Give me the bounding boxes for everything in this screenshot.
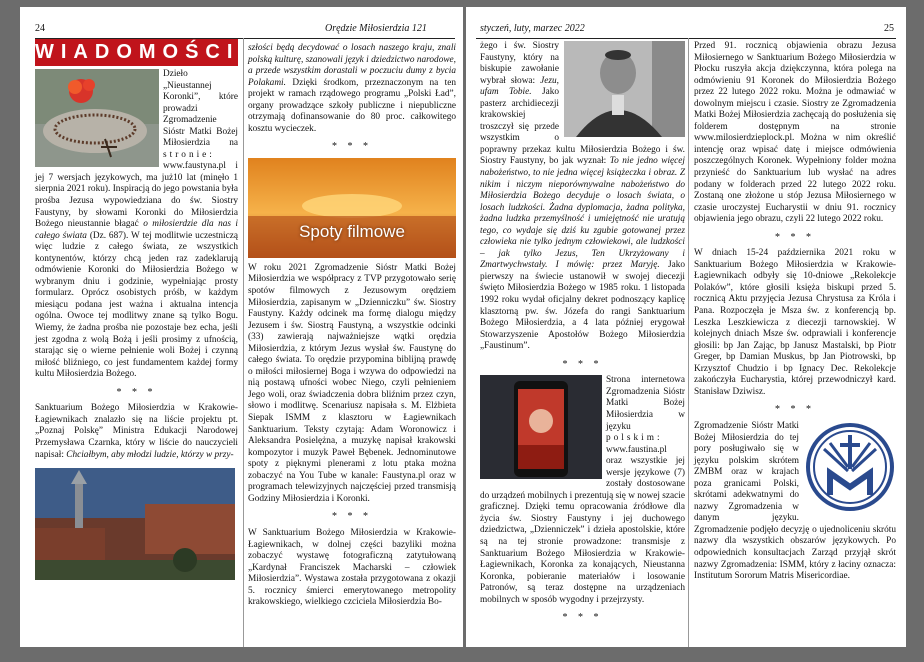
- cardinal-photo: [564, 41, 685, 137]
- section-separator: * * *: [562, 358, 603, 370]
- page-number: 24: [35, 23, 45, 34]
- right-page: [466, 7, 906, 647]
- section-separator: * * *: [562, 612, 603, 624]
- right-column-2: Przed 91. rocznicą objawienia obrazu Jezusa Miłosiernego w Sanktuarium Bożego Miłosierdzia w Płocku ruszyła akcja dziękczynna, która polega na odmówieniu 91 Koronek do Miłosierdzia Bożego przez 22 lutego 2022 roku. Można je odmawiać w dowolnym miejscu i czasie. Siostry ze Zgromadzenia Matki Bożej Miłosierdzia zachęcają do posłużenia się folderem dostępnym na stronie www.milosierdzieplock.pl. Można w nim określić intencję oraz wpisać datę i miejsce odmówienia poszczególnych Koronek. Wypełniony folder można przynieść do Sanktuarium lub wysłać na adres podany w folderach przed 22 lutego 2022 roku. Zostaną one złożone u stóp Jezusa Miłosiernego w czasie uroczystej Eucharystii w dniu 91. rocznicy objawienia jego obrazu, czyli 22 lutego 2022 roku. * * * W dniach 15-24 października 2021 roku w Sanktuarium Bożego Miłosierdzia w Krakowie-Łagiewnikach odbyły się 10-dniowe „Rekolekcje Polaków”, które głosili księża biskupi przed 5. rocznicą Aktu przyjęcia Jezusa Chrystusa za Króla i Pana. Rozpoczęła je Msza św. z konferencją bp. Leszka Leszkiewicza z diecezji tarnowskiej. W kolejnych dniach Msze św. odprawiali i konferencje głosili: bp Jan Zając, bp Janusz Mastalski, bp Piotr Greger, bp Damian Muskus, bp Jan Piotrowski, bp Krzysztof Chudzio i bp Ignacy Dec. Rekolekcje zakończyła Eucharystia, której przewodniczył kard. Stanisław Dziwisz. * * * Zgromadzenie Sióstr Matki Bożej Miłosierdzia do tej pory posługiwało się w języku polskim skrótem ZMBM oraz w krajach poza granicami Polski, skrótami adekwatnymi do nazwy Zgromadzenia w danym języku. Zgromadzenie podjęło decyzję o ujednoliceniu skrótu nazwy dla wszystkich obszarów językowych. Po odpowiednich konsultacjach Zarząd przyjął skrót nazwy Zgromadzenia: ISMM, który z łaciny oznacza: Institutum Sororum Matris Misericordiae.: [694, 41, 896, 582]
- left-page: [20, 7, 463, 647]
- rosary-photo: [35, 69, 159, 167]
- page-number: 25: [884, 23, 894, 34]
- section-separator: * * *: [775, 231, 815, 243]
- header-rule: [476, 38, 896, 39]
- left-column-1: Dzieło „Nieustannej Koronki”, które prowadzi Zgromadzenie Sióstr Matki Bożej Miłosierdzia na stronie: www.faustyna.pl i jej 7 wersjach językowych, ma już10 lat (minęło 1 sierpnia 2021 roku). Inspiracją do jego powstania była prośba Jezusa wypowiedziana do św. Siostry Faustyny, by słowami Koronki do Miłosierdzia Bożego nieustannie błagać o miłosierdzie dla nas i całego świata (Dz. 687). W tej modlitwie uczestniczą więc ludzie z całego świata, ze wszystkich kontynentów, którzy chcą jeden raz zadeklarują odmówienie Koronki do Miłosierdzia Bożego w wybranym dniu i godzinie, wypełniając prosty formularz. Oprócz osobistych próśb, w każdym miesiącu podana jest ważna i aktualna intencja ogólna. Owoce tej modlitwy znane są tylko Bogu. Wiemy, że żadna prośba nie pozostaje bez echa, jeśli jest zgodna z wolą Bożą i jeśli prosimy z ufnością, starając się o wierne pełnienie woli Bożej i czynną miłość bliźniego, co jest fundamentem każdej formy kultu Miłosierdzia Bożego. * * * Sanktuarium Bożego Miłosierdzia w Krakowie-Łagiewnikach znalazło się na liście projektu pt. „Poznaj Polskę” Ministra Edukacji Narodowej Przemysława Czarnka, który w liście do nauczycieli napisał: Chciałbym, aby młodzi ludzie, którzy w przy-: [35, 69, 238, 629]
- right-column-1: żego i św. Siostry Faustyny, który na biskupie zawołanie wybrał słowa: Jezu, ufam Tobie. Jako pasterz archidiecezji krakowskiej troszczył się przede wszystkim o poprawny przekaz kultu Miłosierdzia Bożego i św. Siostry Faustyny, bo jak wyznał: To nie jedno więcej nabożeństwo, to nie jedna więcej książeczka i obraz. Z nikim i niczym nieporównywalne nabożeństwo do Miłosierdzia Bożego decyduje o losach świata, o losach ludzkości. Żadna dyplomacja, żadna polityka, żadna ludzka przemyślność i umiejętność nie uratują tego, co wydaje się dziś ku zgubie gotowanej przez człowieka nie tylko jednym człowiekowi, ale ludzkości – jak tylko Jezus, Ten Ukrzyżowany i Zmartwychwstały. I mówię: przez Maryję. Jako pierwszy na świecie ustanowił w swojej diecezji święto Miłosierdzia Bożego w 1985 roku. 1 listopada 1992 roku wydał oficjalny dekret podnoszący kaplicę klasztorną pw. św. Józefa do rangi Sanktuarium Bożego Miłosierdzia, a 4 lata później erygował Stowarzyszenie Apostołów Bożego Miłosierdzia „Faustinum”. * * * Strona internetowa Zgromadzenia Sióstr Matki Bożej Miłosierdzia w języku polskim: www.faustina.pl oraz wszystkie jej wersje językowe (7) zostały dostosowane do urządzeń mobilnych i prezentują się w nowej szacie graficznej. Dzięki temu opracowania źródłowe dla życia św. Siostry Faustyny i jej duchowego dziedzictwa, „Dzienniczek” i dzieła apostolskie, które są na tej stronie prowadzone: transmisje z Sanktuarium Bożego Miłosierdzia w Krakowie-Łagiewnikach, Koronka za konających, Nieustanna Koronka, pobieranie materiałów i losowanie Patronów, są teraz dostępne na urządzeniach mobilnych w sposób wygodny i przejrzysty. * * *: [480, 41, 686, 624]
- left-column-2: szłości będą decydować o losach naszego kraju, znali polską kulturę, szanowali język i dziedzictwo narodowe, a przede wszystkim dorastali w poczuciu dumy z bycia Polakami. Dzięki środkom, przeznaczonym na ten projekt w ramach rządowego programu „Polski Ład”, organy prowadzące szkoły publiczne i niepubliczne otrzymają dofinansowanie do 80 proc. całkowitego kosztu wycieczek. * * * Spoty filmowe W roku 2021 Zgromadzenie Sióstr Matki Bożej Miłosierdzia we współpracy z TVP przygotowało serię spotów filmowych z Jezusowym orędziem Miłosierdzia, zapisanym w „Dzienniczku” św. Siostry Faustyny. Każdy odcinek ma formę dialogu między Jezusem i św. Siostrą Faustyną, a wszystkie odcinki (33) zawierają najważniejsze wątki orędzia Miłosierdzia, z którym Jezus wysłał św. Faustynę do całego świata. To orędzie przypomina biblijną prawdę o miłości miłosiernej Boga i wzywa do odpowiedzi na nią postawą ufności wobec Niego, czyli pełnieniem Jego woli, oraz świadczenia dobra bliźnim przez czyn, słowo i modlitwę. Scenariusz napisała s. M. Elżbieta Siepak ISMM z klasztoru w Łagiewnikach Sanktuarium. Teksty czytają: Adam Woronowicz i Aleksandra Posielężna, a muzykę napisał krakowski kompozytor i muzyk Paweł Bębenek. Jednominutowe spoty z pięknymi pleneramі z lotu ptaka można zobaczyć na You Tube w kanale: Faustyna.pl oraz w programach telewizyjnych najczęściej przed transmisją Godziny Miłosierdzia i Koronki. * * * W Sanktuarium Bożego Miłosierdzia w Krakowie-Łagiewnikach, w dolnej części bazyliki można zobaczyć wystawę fotograficzną zatytułowaną „Kardynał Franciszek Macharski – człowiek Miłosierdzia”. Wystawa została przygotowana z okazji 5. rocznicy śmierci emerytowanego metropolity krakowskiego, wielkiego czciciela Miłosierdzia Bo-: [248, 43, 456, 608]
- column-divider: [688, 38, 689, 647]
- ismm-logo: [804, 421, 896, 513]
- section-separator: * * *: [775, 404, 815, 416]
- phone-photo: [480, 375, 602, 479]
- section-separator: * * *: [116, 386, 157, 398]
- running-title: styczeń, luty, marzec 2022: [480, 23, 585, 34]
- banner-caption: Spoty filmowe: [299, 221, 405, 241]
- section-separator: * * *: [332, 141, 372, 153]
- running-title: Orędzie Miłosierdzia 121: [325, 23, 427, 34]
- column-divider: [243, 38, 244, 647]
- sunset-banner: [248, 158, 456, 258]
- sanctuary-photo: [35, 468, 235, 580]
- section-title: WIADOMOŚCI: [35, 39, 238, 66]
- section-separator: * * *: [332, 511, 372, 523]
